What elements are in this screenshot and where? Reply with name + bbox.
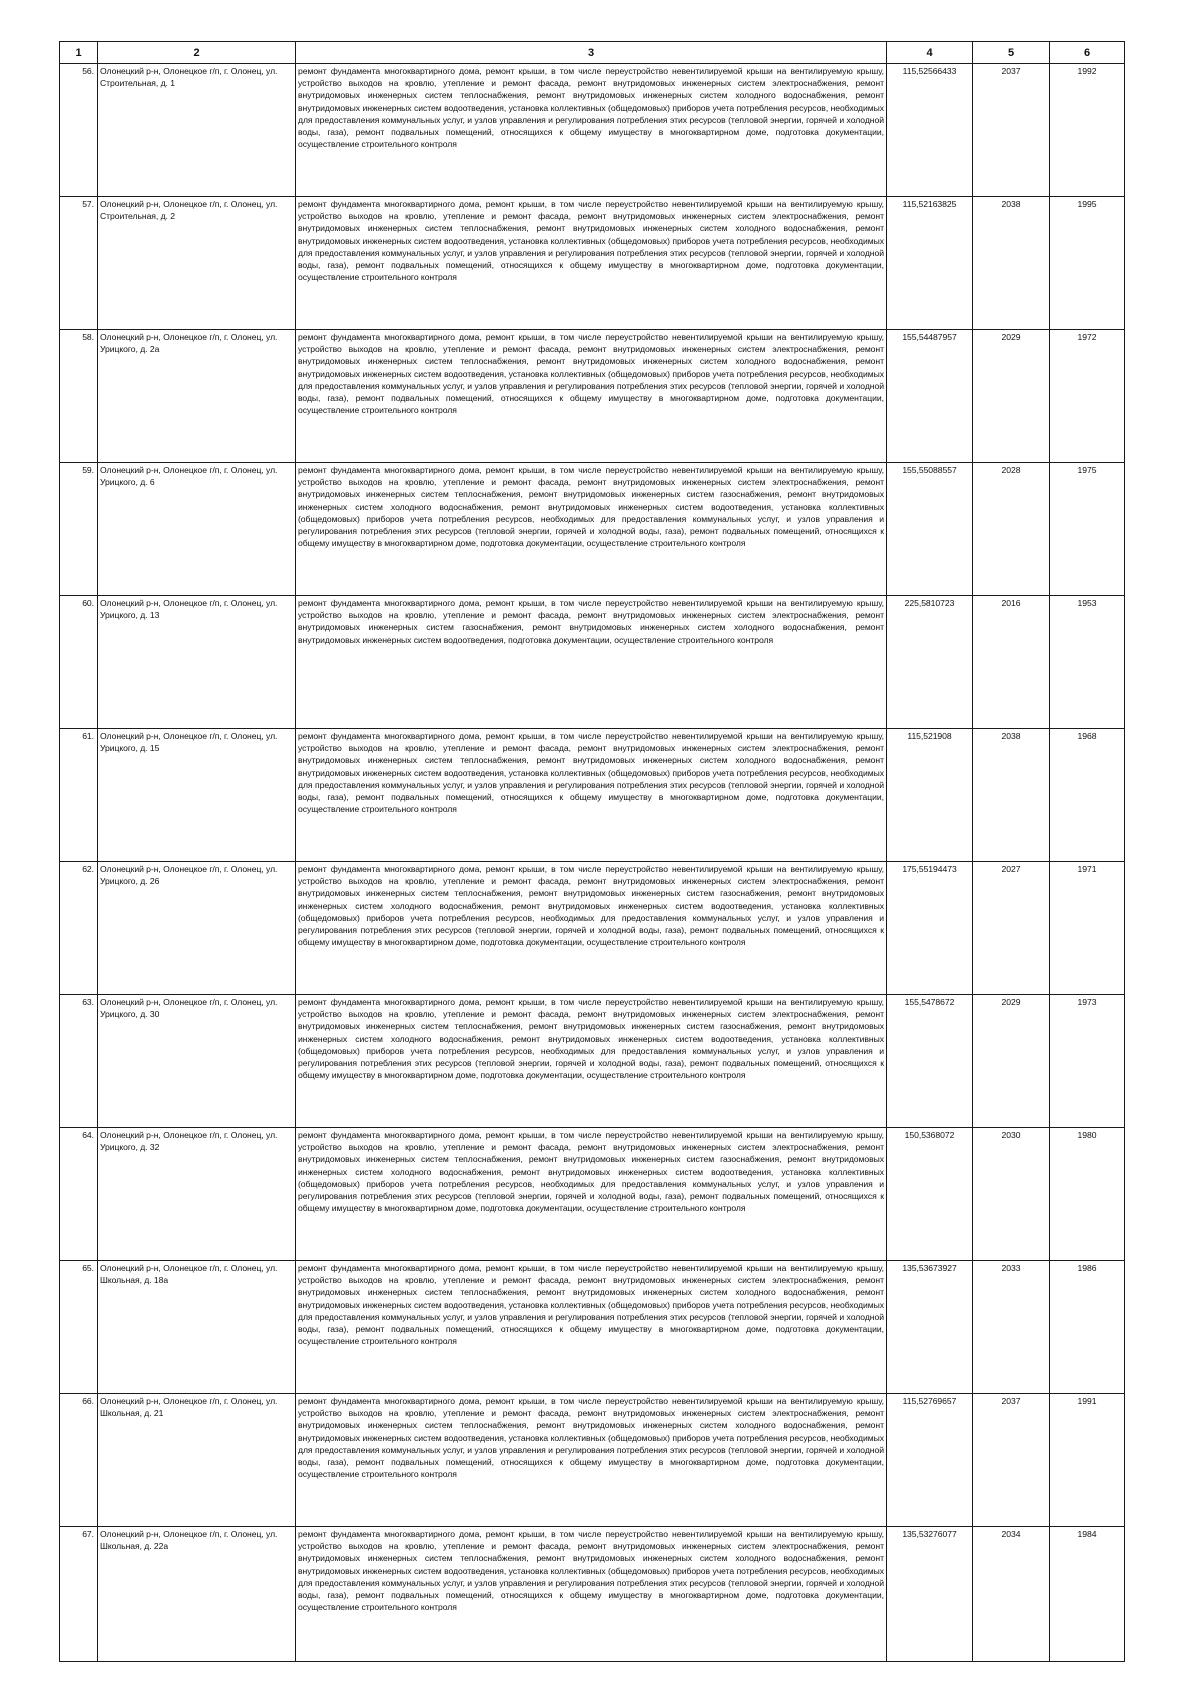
row-value: 115,52769657 <box>887 1394 973 1527</box>
row-works: ремонт фундамента многоквартирного дома, ремонт крыши, в том числе переустройство невентилируемой крыши на вентилируемую крышу, устройство выходов на кровлю, утепление и ремонт фасада, ремонт внутридомовых инженерных систем электроснабжения, ремонт внутридомовых инженерных систем теплоснабжения, ремонт внутридомовых инженерных систем холодного водоснабжения, ремонт внутридомовых инженерных систем водоотведения, установка коллективных (общедомовых) приборов учета потребления ресурсов, необходимых для предоставления коммунальных услуг, и узлов управления и регулирования потребления этих ресурсов (тепловой энергии, горячей и холодной воды, газа), ремонт подвальных помещений, относящихся к общему имуществу в многоквартирном доме, подготовка документации, осуществление строительного контроля <box>296 64 887 197</box>
row-number: 60. <box>60 596 98 729</box>
row-address: Олонецкий р-н, Олонецкое г/п, г. Олонец, ул. Урицкого, д. 2а <box>98 330 296 463</box>
row-address: Олонецкий р-н, Олонецкое г/п, г. Олонец, ул. Школьная, д. 21 <box>98 1394 296 1527</box>
row-plan-year: 2029 <box>973 995 1050 1128</box>
row-plan-year: 2029 <box>973 330 1050 463</box>
row-works: ремонт фундамента многоквартирного дома, ремонт крыши, в том числе переустройство невентилируемой крыши на вентилируемую крышу, устройство выходов на кровлю, утепление и ремонт фасада, ремонт внутридомовых инженерных систем электроснабжения, ремонт внутридомовых инженерных систем теплоснабжения, ремонт внутридомовых инженерных систем холодного водоснабжения, ремонт внутридомовых инженерных систем водоотведения, установка коллективных (общедомовых) приборов учета потребления ресурсов, необходимых для предоставления коммунальных услуг, и узлов управления и регулирования потребления этих ресурсов (тепловой энергии, горячей и холодной воды, газа), ремонт подвальных помещений, относящихся к общему имуществу в многоквартирном доме, подготовка документации, осуществление строительного контроля <box>296 330 887 463</box>
row-works: ремонт фундамента многоквартирного дома, ремонт крыши, в том числе переустройство невентилируемой крыши на вентилируемую крышу, устройство выходов на кровлю, утепление и ремонт фасада, ремонт внутридомовых инженерных систем электроснабжения, ремонт внутридомовых инженерных систем теплоснабжения, ремонт внутридомовых инженерных систем холодного водоснабжения, ремонт внутридомовых инженерных систем водоотведения, установка коллективных (общедомовых) приборов учета потребления ресурсов, необходимых для предоставления коммунальных услуг, и узлов управления и регулирования потребления этих ресурсов (тепловой энергии, горячей и холодной воды, газа), ремонт подвальных помещений, относящихся к общему имуществу в многоквартирном доме, подготовка документации, осуществление строительного контроля <box>296 729 887 862</box>
row-number: 63. <box>60 995 98 1128</box>
row-number: 66. <box>60 1394 98 1527</box>
row-value: 135,53276077 <box>887 1527 973 1662</box>
row-address: Олонецкий р-н, Олонецкое г/п, г. Олонец, ул. Школьная, д. 22а <box>98 1527 296 1662</box>
row-address: Олонецкий р-н, Олонецкое г/п, г. Олонец, ул. Урицкого, д. 6 <box>98 463 296 596</box>
row-address: Олонецкий р-н, Олонецкое г/п, г. Олонец, ул. Урицкого, д. 32 <box>98 1128 296 1261</box>
row-address: Олонецкий р-н, Олонецкое г/п, г. Олонец, ул. Строительная, д. 2 <box>98 197 296 330</box>
row-plan-year: 2038 <box>973 197 1050 330</box>
works-table <box>59 41 1125 1662</box>
row-plan-year: 2033 <box>973 1261 1050 1394</box>
row-address: Олонецкий р-н, Олонецкое г/п, г. Олонец, ул. Урицкого, д. 13 <box>98 596 296 729</box>
row-built-year: 1973 <box>1050 995 1125 1128</box>
row-works: ремонт фундамента многоквартирного дома, ремонт крыши, в том числе переустройство невентилируемой крыши на вентилируемую крышу, устройство выходов на кровлю, утепление и ремонт фасада, ремонт внутридомовых инженерных систем электроснабжения, ремонт внутридомовых инженерных систем теплоснабжения, ремонт внутридомовых инженерных систем холодного водоснабжения, ремонт внутридомовых инженерных систем водоотведения, установка коллективных (общедомовых) приборов учета потребления ресурсов, необходимых для предоставления коммунальных услуг, и узлов управления и регулирования потребления этих ресурсов (тепловой энергии, горячей и холодной воды, газа), ремонт подвальных помещений, относящихся к общему имуществу в многоквартирном доме, подготовка документации, осуществление строительного контроля <box>296 1527 887 1662</box>
table-row <box>60 197 1125 330</box>
row-built-year: 1975 <box>1050 463 1125 596</box>
row-address: Олонецкий р-н, Олонецкое г/п, г. Олонец, ул. Строительная, д. 1 <box>98 64 296 197</box>
row-built-year: 1991 <box>1050 1394 1125 1527</box>
row-number: 65. <box>60 1261 98 1394</box>
row-value: 175,55194473 <box>887 862 973 995</box>
header-col-2: 2 <box>98 42 296 64</box>
row-address: Олонецкий р-н, Олонецкое г/п, г. Олонец, ул. Урицкого, д. 15 <box>98 729 296 862</box>
table-row <box>60 729 1125 862</box>
row-plan-year: 2027 <box>973 862 1050 995</box>
row-works: ремонт фундамента многоквартирного дома, ремонт крыши, в том числе переустройство невентилируемой крыши на вентилируемую крышу, устройство выходов на кровлю, утепление и ремонт фасада, ремонт внутридомовых инженерных систем электроснабжения, ремонт внутридомовых инженерных систем газоснабжения, ремонт внутридомовых инженерных систем холодного водоснабжения, ремонт внутридомовых инженерных систем водоотведения, подготовка документации, осуществление строительного контроля <box>296 596 887 729</box>
row-works: ремонт фундамента многоквартирного дома, ремонт крыши, в том числе переустройство невентилируемой крыши на вентилируемую крышу, устройство выходов на кровлю, утепление и ремонт фасада, ремонт внутридомовых инженерных систем электроснабжения, ремонт внутридомовых инженерных систем теплоснабжения, ремонт внутридомовых инженерных систем холодного водоснабжения, ремонт внутридомовых инженерных систем водоотведения, установка коллективных (общедомовых) приборов учета потребления ресурсов, необходимых для предоставления коммунальных услуг, и узлов управления и регулирования потребления этих ресурсов (тепловой энергии, горячей и холодной воды, газа), ремонт подвальных помещений, относящихся к общему имуществу в многоквартирном доме, подготовка документации, осуществление строительного контроля <box>296 197 887 330</box>
row-number: 67. <box>60 1527 98 1662</box>
row-built-year: 1980 <box>1050 1128 1125 1261</box>
row-number: 57. <box>60 197 98 330</box>
table-row <box>60 1394 1125 1527</box>
table-header <box>60 42 1125 64</box>
row-built-year: 1972 <box>1050 330 1125 463</box>
header-col-6: 6 <box>1050 42 1125 64</box>
table-row <box>60 862 1125 995</box>
row-value: 155,55088557 <box>887 463 973 596</box>
row-built-year: 1968 <box>1050 729 1125 862</box>
row-value: 115,52163825 <box>887 197 973 330</box>
table-row <box>60 64 1125 197</box>
row-number: 64. <box>60 1128 98 1261</box>
row-number: 62. <box>60 862 98 995</box>
row-built-year: 1971 <box>1050 862 1125 995</box>
row-plan-year: 2028 <box>973 463 1050 596</box>
row-address: Олонецкий р-н, Олонецкое г/п, г. Олонец, ул. Урицкого, д. 26 <box>98 862 296 995</box>
row-plan-year: 2034 <box>973 1527 1050 1662</box>
table-row <box>60 1261 1125 1394</box>
row-value: 155,54487957 <box>887 330 973 463</box>
header-col-5: 5 <box>973 42 1050 64</box>
row-number: 61. <box>60 729 98 862</box>
row-built-year: 1984 <box>1050 1527 1125 1662</box>
table-row <box>60 1128 1125 1261</box>
header-col-1: 1 <box>60 42 98 64</box>
row-plan-year: 2037 <box>973 1394 1050 1527</box>
row-value: 155,5478672 <box>887 995 973 1128</box>
row-value: 150,5368072 <box>887 1128 973 1261</box>
row-number: 59. <box>60 463 98 596</box>
row-built-year: 1992 <box>1050 64 1125 197</box>
row-plan-year: 2030 <box>973 1128 1050 1261</box>
table-body <box>60 64 1125 1662</box>
table-row <box>60 596 1125 729</box>
row-works: ремонт фундамента многоквартирного дома, ремонт крыши, в том числе переустройство невентилируемой крыши на вентилируемую крышу, устройство выходов на кровлю, утепление и ремонт фасада, ремонт внутридомовых инженерных систем электроснабжения, ремонт внутридомовых инженерных систем теплоснабжения, ремонт внутридомовых инженерных систем газоснабжения, ремонт внутридомовых инженерных систем холодного водоснабжения, ремонт внутридомовых инженерных систем водоотведения, установка коллективных (общедомовых) приборов учета потребления ресурсов, необходимых для предоставления коммунальных услуг, и узлов управления и регулирования потребления этих ресурсов (тепловой энергии, горячей и холодной воды, газа), ремонт подвальных помещений, относящихся к общему имуществу в многоквартирном доме, подготовка документации, осуществление строительного контроля <box>296 995 887 1128</box>
row-value: 225,5810723 <box>887 596 973 729</box>
row-built-year: 1995 <box>1050 197 1125 330</box>
table-row <box>60 463 1125 596</box>
header-row <box>60 42 1125 64</box>
row-built-year: 1953 <box>1050 596 1125 729</box>
row-number: 56. <box>60 64 98 197</box>
row-number: 58. <box>60 330 98 463</box>
row-works: ремонт фундамента многоквартирного дома, ремонт крыши, в том числе переустройство невентилируемой крыши на вентилируемую крышу, устройство выходов на кровлю, утепление и ремонт фасада, ремонт внутридомовых инженерных систем электроснабжения, ремонт внутридомовых инженерных систем теплоснабжения, ремонт внутридомовых инженерных систем газоснабжения, ремонт внутридомовых инженерных систем холодного водоснабжения, ремонт внутридомовых инженерных систем водоотведения, установка коллективных (общедомовых) приборов учета потребления ресурсов, необходимых для предоставления коммунальных услуг, и узлов управления и регулирования потребления этих ресурсов (тепловой энергии, горячей и холодной воды, газа), ремонт подвальных помещений, относящихся к общему имуществу в многоквартирном доме, подготовка документации, осуществление строительного контроля <box>296 1128 887 1261</box>
row-plan-year: 2016 <box>973 596 1050 729</box>
row-works: ремонт фундамента многоквартирного дома, ремонт крыши, в том числе переустройство невентилируемой крыши на вентилируемую крышу, устройство выходов на кровлю, утепление и ремонт фасада, ремонт внутридомовых инженерных систем электроснабжения, ремонт внутридомовых инженерных систем теплоснабжения, ремонт внутридомовых инженерных систем холодного водоснабжения, ремонт внутридомовых инженерных систем водоотведения, установка коллективных (общедомовых) приборов учета потребления ресурсов, необходимых для предоставления коммунальных услуг, и узлов управления и регулирования потребления этих ресурсов (тепловой энергии, горячей и холодной воды, газа), ремонт подвальных помещений, относящихся к общему имуществу в многоквартирном доме, подготовка документации, осуществление строительного контроля <box>296 1261 887 1394</box>
row-works: ремонт фундамента многоквартирного дома, ремонт крыши, в том числе переустройство невентилируемой крыши на вентилируемую крышу, устройство выходов на кровлю, утепление и ремонт фасада, ремонт внутридомовых инженерных систем электроснабжения, ремонт внутридомовых инженерных систем теплоснабжения, ремонт внутридомовых инженерных систем газоснабжения, ремонт внутридомовых инженерных систем холодного водоснабжения, ремонт внутридомовых инженерных систем водоотведения, установка коллективных (общедомовых) приборов учета потребления ресурсов, необходимых для предоставления коммунальных услуг, и узлов управления и регулирования потребления этих ресурсов (тепловой энергии, горячей и холодной воды, газа), ремонт подвальных помещений, относящихся к общему имуществу в многоквартирном доме, подготовка документации, осуществление строительного контроля <box>296 862 887 995</box>
row-built-year: 1986 <box>1050 1261 1125 1394</box>
row-plan-year: 2038 <box>973 729 1050 862</box>
header-col-3: 3 <box>296 42 887 64</box>
row-plan-year: 2037 <box>973 64 1050 197</box>
row-value: 135,53673927 <box>887 1261 973 1394</box>
table-row <box>60 330 1125 463</box>
row-address: Олонецкий р-н, Олонецкое г/п, г. Олонец, ул. Урицкого, д. 30 <box>98 995 296 1128</box>
header-col-4: 4 <box>887 42 973 64</box>
row-works: ремонт фундамента многоквартирного дома, ремонт крыши, в том числе переустройство невентилируемой крыши на вентилируемую крышу, устройство выходов на кровлю, утепление и ремонт фасада, ремонт внутридомовых инженерных систем электроснабжения, ремонт внутридомовых инженерных систем теплоснабжения, ремонт внутридомовых инженерных систем холодного водоснабжения, ремонт внутридомовых инженерных систем водоотведения, установка коллективных (общедомовых) приборов учета потребления ресурсов, необходимых для предоставления коммунальных услуг, и узлов управления и регулирования потребления этих ресурсов (тепловой энергии, горячей и холодной воды, газа), ремонт подвальных помещений, относящихся к общему имуществу в многоквартирном доме, подготовка документации, осуществление строительного контроля <box>296 1394 887 1527</box>
table-row <box>60 995 1125 1128</box>
row-address: Олонецкий р-н, Олонецкое г/п, г. Олонец, ул. Школьная, д. 18а <box>98 1261 296 1394</box>
row-value: 115,52566433 <box>887 64 973 197</box>
table-row <box>60 1527 1125 1662</box>
row-value: 115,521908 <box>887 729 973 862</box>
row-works: ремонт фундамента многоквартирного дома, ремонт крыши, в том числе переустройство невентилируемой крыши на вентилируемую крышу, устройство выходов на кровлю, утепление и ремонт фасада, ремонт внутридомовых инженерных систем электроснабжения, ремонт внутридомовых инженерных систем теплоснабжения, ремонт внутридомовых инженерных систем газоснабжения, ремонт внутридомовых инженерных систем холодного водоснабжения, ремонт внутридомовых инженерных систем водоотведения, установка коллективных (общедомовых) приборов учета потребления ресурсов, необходимых для предоставления коммунальных услуг, и узлов управления и регулирования потребления этих ресурсов (тепловой энергии, горячей и холодной воды, газа), ремонт подвальных помещений, относящихся к общему имуществу в многоквартирном доме, подготовка документации, осуществление строительного контроля <box>296 463 887 596</box>
